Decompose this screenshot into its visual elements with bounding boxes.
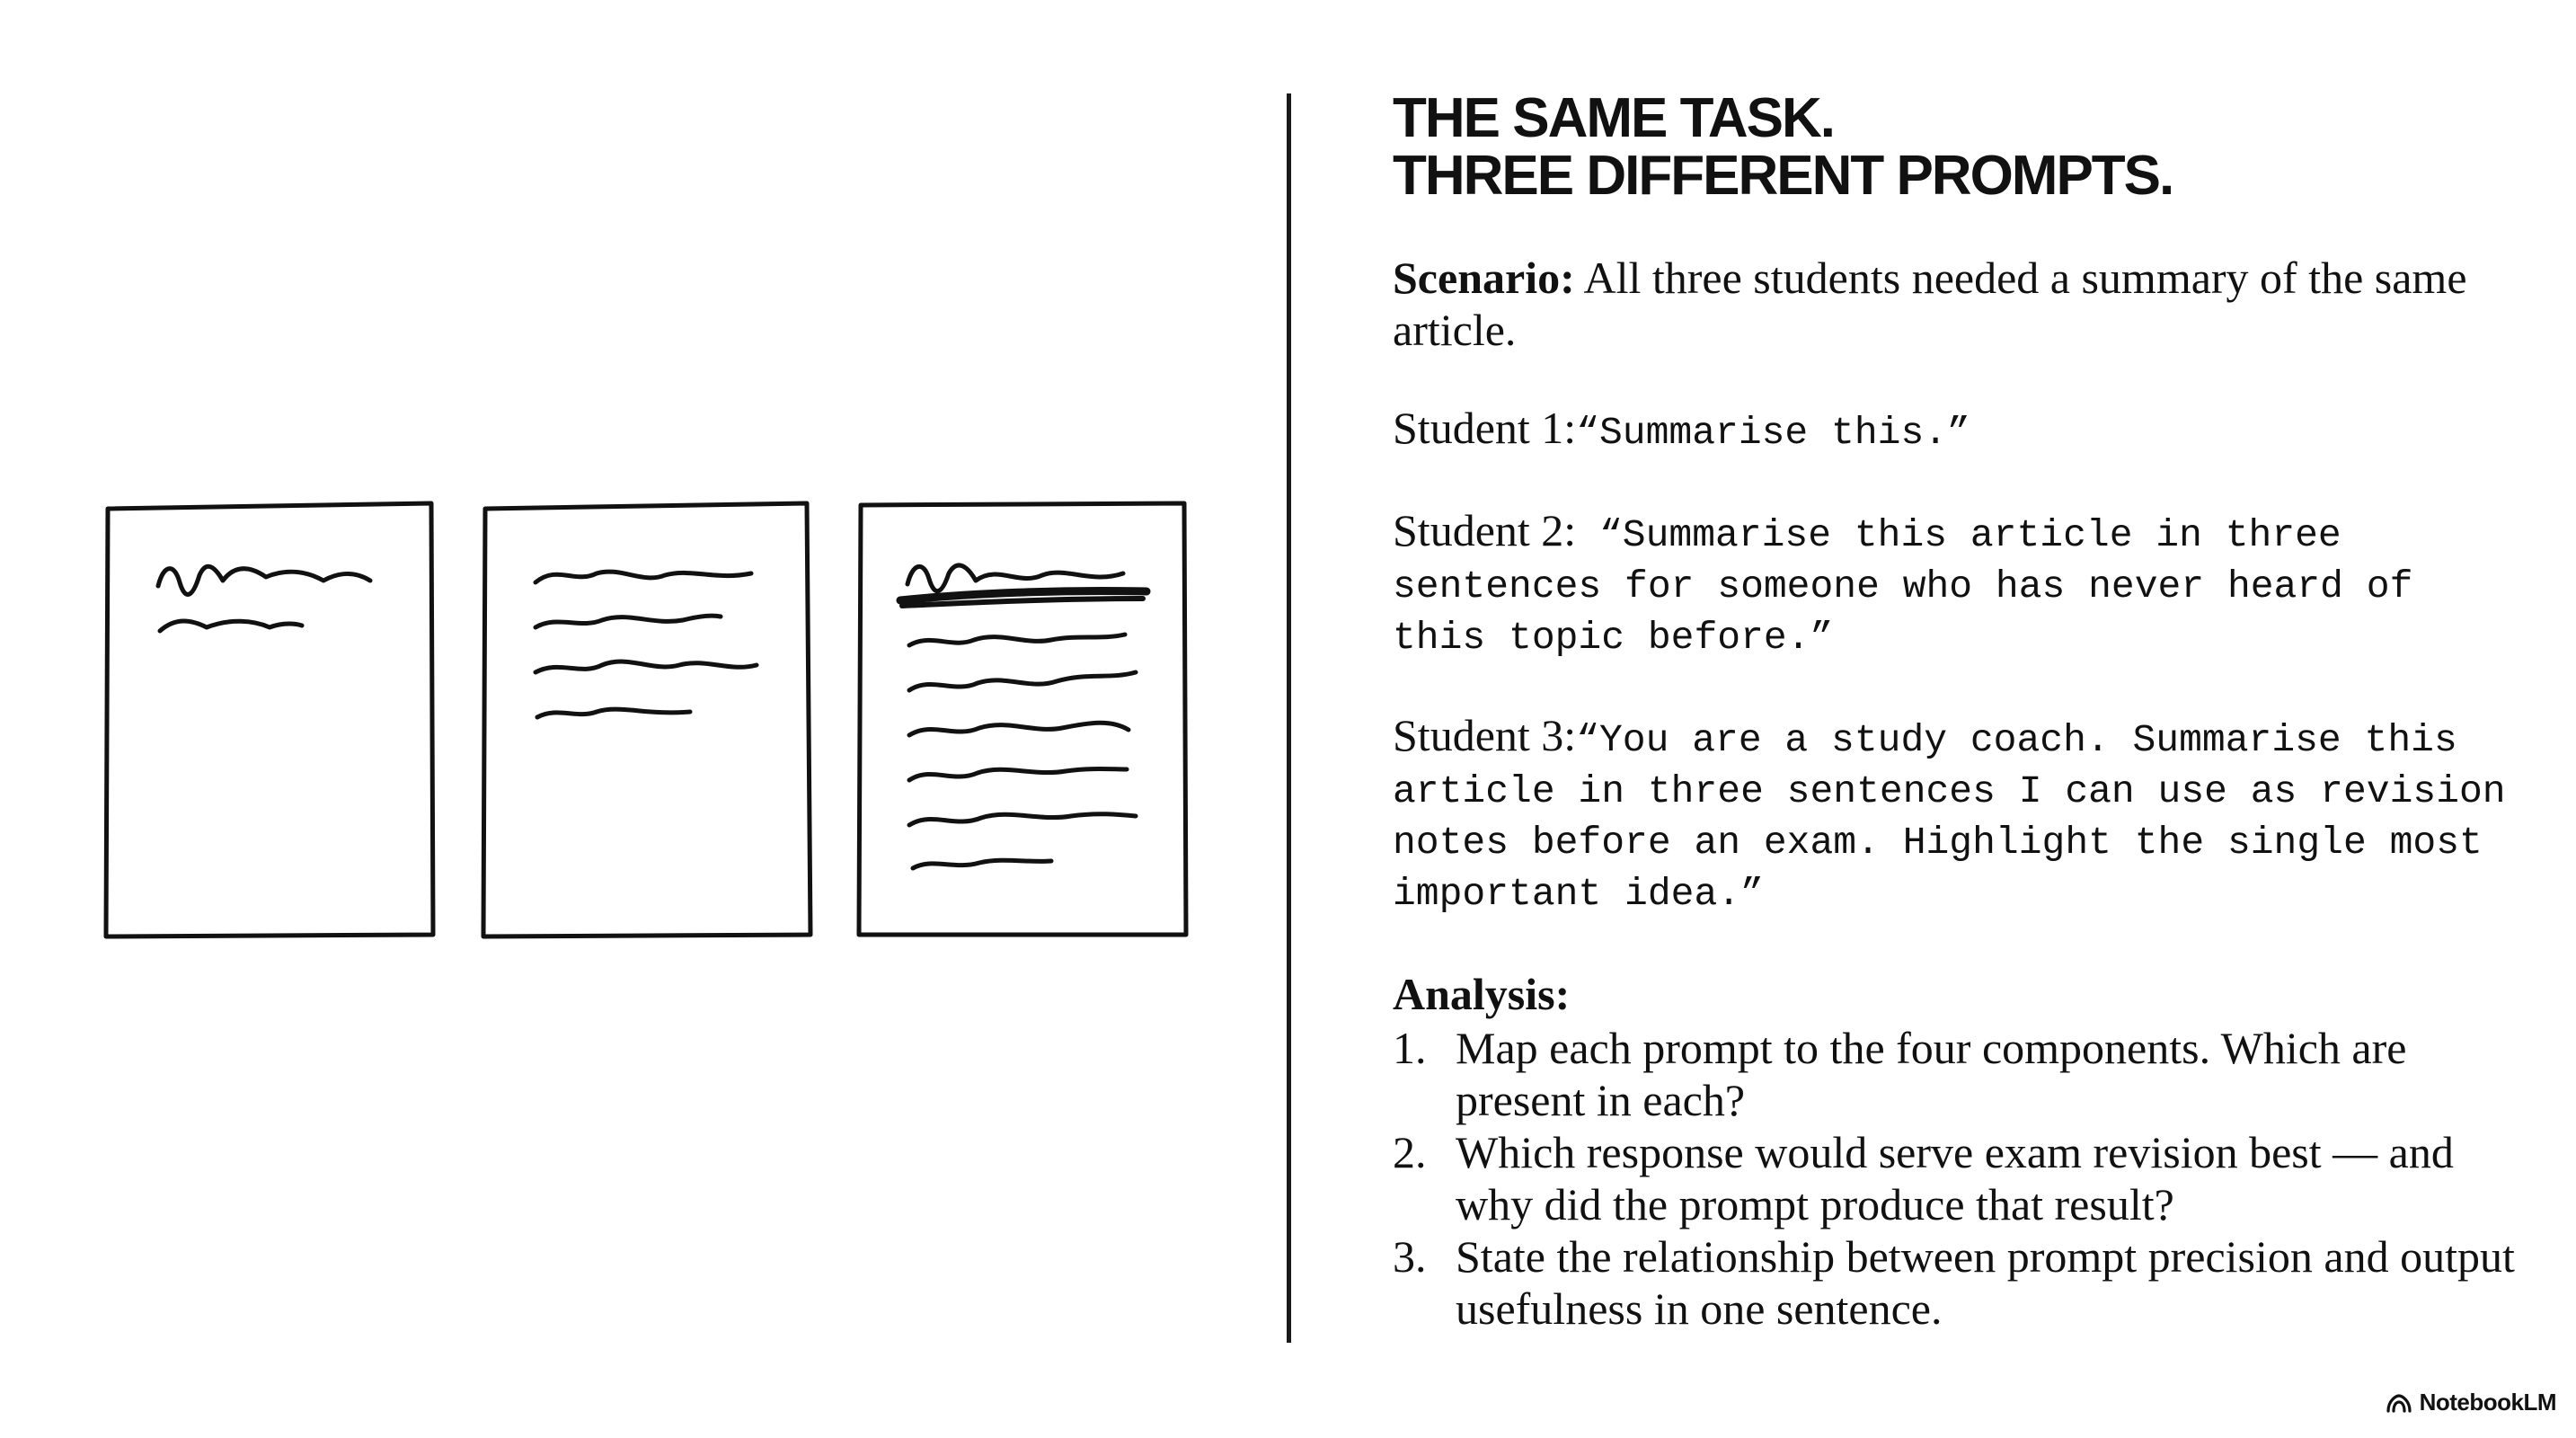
slide-title xyxy=(1393,87,2525,207)
vertical-divider xyxy=(1287,93,1291,1343)
content-column xyxy=(1393,87,2525,1335)
student-2-prompt-text: “Summarise this article in three sentences for someone who has never heard of this topic before.” xyxy=(1393,513,2413,660)
student-3-prompt-text: “You are a study coach. Summarise this article in three sentences I can use as revision notes before an exam. Highlight the single most important idea.” xyxy=(1393,718,2506,916)
page-sketch-detailed xyxy=(859,503,1186,935)
analysis-item-text: Map each prompt to the four components. Which are present in each? xyxy=(1456,1023,2407,1125)
analysis-item xyxy=(1393,1022,2525,1126)
student-2-label: Student 2: xyxy=(1393,505,1577,555)
student-1-prompt-text: “Summarise this.” xyxy=(1576,411,1970,455)
analysis-heading: Analysis: xyxy=(1393,969,1571,1019)
brand-name: NotebookLM xyxy=(2419,1389,2556,1416)
analysis-item-text: State the relationship between prompt precision and output usefulness in one sentence. xyxy=(1456,1231,2515,1334)
notebooklm-logo-icon xyxy=(2386,1393,2412,1413)
student-1-label: Student 1: xyxy=(1393,403,1577,453)
student-1-prompt xyxy=(1393,403,2525,458)
slide-title-line-2: THREE DIFFERENT PROMPTS. xyxy=(1393,145,2173,207)
three-pages-illustration xyxy=(0,0,1258,1438)
analysis-item-number: 1. xyxy=(1393,1023,1427,1073)
analysis-item xyxy=(1393,1230,2525,1335)
analysis-item-number: 3. xyxy=(1393,1231,1427,1282)
scenario-label: Scenario: xyxy=(1393,253,1575,303)
slide-title-line-1: THE SAME TASK. xyxy=(1393,87,1834,149)
analysis-list xyxy=(1393,1022,2525,1335)
student-2-prompt xyxy=(1393,505,2525,663)
analysis-item xyxy=(1393,1126,2525,1230)
scenario-text: All three students needed a summary of the same article. xyxy=(1393,253,2467,355)
brand-watermark xyxy=(2386,1389,2556,1416)
page-sketch-minimal xyxy=(106,503,433,936)
analysis-item-text: Which response would serve exam revision best — and why did the prompt produce that result? xyxy=(1456,1127,2454,1229)
page-sketch-medium xyxy=(483,503,810,936)
scenario-paragraph xyxy=(1393,252,2525,356)
analysis-item-number: 2. xyxy=(1393,1127,1427,1177)
student-3-label: Student 3: xyxy=(1393,710,1577,760)
student-3-prompt xyxy=(1393,710,2525,919)
